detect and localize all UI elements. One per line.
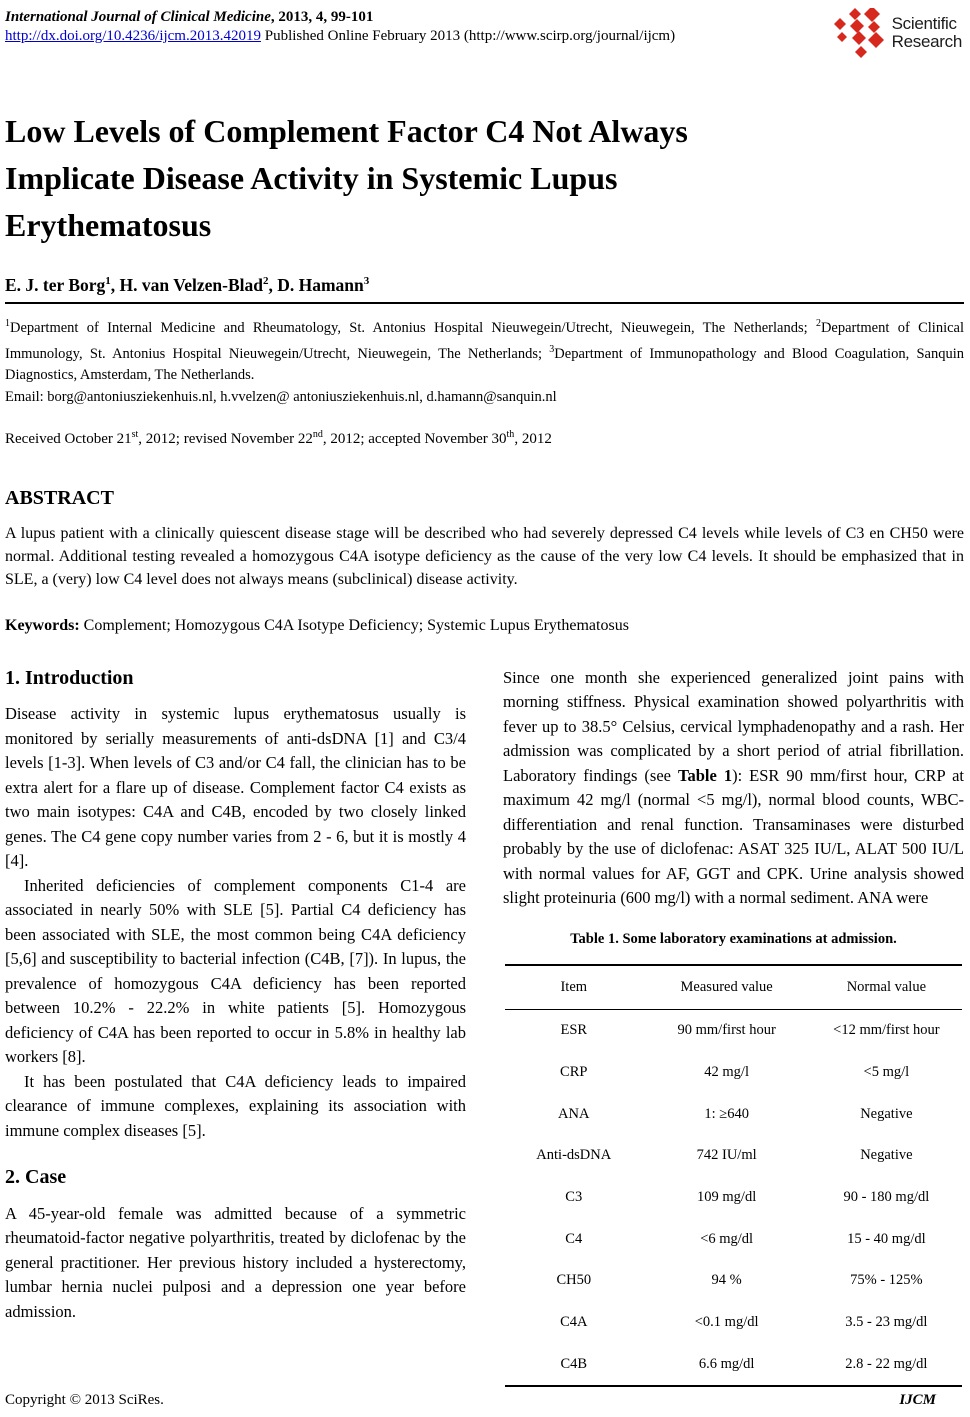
author-1: E. J. ter Borg	[5, 275, 106, 295]
journal-issue: , 2013, 4, 99-101	[270, 9, 374, 25]
cell-normal: 90 - 180 mg/dl	[843, 1189, 930, 1205]
case-p2-pre: Since one month she experienced generalized joint pains with morning stiffness. Physical examination showed polyarthritis with fever up to 38.5° Celsius, cervical lymphadenopathy and a rash. Her admission was complicated by a short period of atrial fibrillation. Laboratory findings (see	[503, 667, 964, 785]
case-p2-table-ref: Table 1	[677, 765, 733, 785]
author-1-sup: 1	[105, 275, 111, 288]
table-row-c4a	[505, 1301, 961, 1343]
page-header	[5, 8, 964, 58]
cell-item: ESR	[560, 1022, 588, 1039]
cell-normal: 3.5 - 23 mg/dl	[845, 1314, 928, 1331]
case-paragraph-1: A 45-year-old female was admitted because of a symmetric rheumatoid-factor negative polyarthritis, treated by diclofenac by the general practitioner. Her previous history included a hysterectomy, lumbar hernia nuclei pulposi and a depression one year before admission.	[5, 1203, 466, 1321]
cell-normal: 15 - 40 mg/dl	[847, 1230, 926, 1247]
author-2: , H. van Velzen-Blad	[110, 275, 263, 295]
keywords-line	[5, 617, 964, 635]
affil-sup-3: 3	[549, 343, 555, 355]
abstract-text: A lupus patient with a clinically quiescent disease stage will be described who had severely depressed C4 levels while levels of C3 en CH50 were normal. Additional testing revealed a homozygous C4A isotype deficiency as the cause of the very low C4 levels. It should be emphasized that in SLE, a (very) low C4 level does not always means (subclinical) disease activity.	[5, 524, 964, 588]
body-columns	[5, 666, 964, 1387]
section-heading-introduction: 1. Introduction	[5, 666, 134, 689]
sr-diamonds-icon	[831, 8, 889, 58]
keywords-label: Keywords:	[5, 616, 80, 634]
col-header-normal: Normal value	[811, 965, 962, 1009]
affil-sup-1: 1	[5, 318, 10, 329]
cell-item: CRP	[560, 1063, 588, 1080]
cell-normal: 75% - 125%	[850, 1272, 923, 1289]
cell-item: Anti-dsDNA	[536, 1147, 612, 1164]
cell-item: C4	[565, 1230, 583, 1247]
journal-citation-line	[5, 8, 675, 27]
footer-copyright: Copyright © 2013 SciRes.	[5, 1392, 164, 1408]
doi-link[interactable]: http://dx.doi.org/10.4236/ijcm.2013.42019	[5, 28, 261, 44]
table-caption: Table 1. Some laboratory examinations at admission.	[570, 930, 897, 947]
affil-sup-2: 2	[815, 318, 821, 329]
cell-measured: <0.1 mg/dl	[694, 1314, 759, 1331]
authors-line	[5, 275, 964, 296]
table-row-c4b	[505, 1343, 961, 1386]
right-column	[503, 666, 964, 1387]
col-header-item: Item	[505, 965, 642, 1009]
received-sup-3: th	[506, 428, 515, 440]
left-column	[5, 666, 466, 1387]
intro-paragraph-2: Inherited deficiencies of complement components C1-4 are associated in nearly 50% with SLE [5]. Partial C4 deficiency has been associated with SLE, the most common being C4A deficiency [5,6] and susceptibility to bacterial infection (C4B, [7]). In lupus, the prevalence of homozygous C4A deficiency has been reported between 10.2% - 22.2% in white patients [5]. Homozygous deficiency of C4A has been reported to occur in 5.8% in healthy lab workers [8].	[5, 875, 466, 1067]
abstract-heading: ABSTRACT	[5, 486, 114, 509]
cell-measured: <6 mg/dl	[700, 1230, 754, 1247]
authors-divider	[5, 302, 964, 304]
scientific-research-logo	[831, 8, 962, 58]
received-3: , 2012; accepted November 30	[322, 430, 507, 447]
author-2-sup: 2	[262, 275, 269, 288]
intro-paragraph-1: Disease activity in systemic lupus erythematosus usually is monitored by serially measurements of anti-dsDNA [1] and C3/4 levels [1-3]. When levels of C3 and/or C4 fall, the clinician has to be extra alert for a flare up of disease. Complement factor C4 exists as two main isotypes: C4A and C4B, encoded by two closely linked genes. The C4 gene copy number varies from 2 - 6, but it is mostly 4 [4].	[5, 704, 466, 871]
cell-item: C4A	[560, 1314, 588, 1331]
footer-journal-abbrev: IJCM	[899, 1392, 936, 1408]
received-1: Received October 21	[5, 430, 132, 447]
affil-3: Department of Immunopathology and Blood Coagulation, Sanquin Diagnostics, Amsterdam, The Netherlands.	[5, 345, 965, 383]
title-line-1: Low Levels of Complement Factor C4 Not Always	[5, 113, 688, 149]
cell-measured: 94 %	[711, 1272, 742, 1289]
table-header-row	[505, 965, 961, 1009]
author-3: , D. Hamann	[268, 275, 364, 295]
received-sup-1: st	[131, 428, 139, 440]
table-row-crp	[505, 1051, 961, 1093]
intro-paragraph-3: It has been postulated that C4A deficiency leads to impaired clearance of immune complexes, explaining its association with immune complex diseases [5].	[5, 1071, 466, 1140]
table-row-c4	[505, 1218, 961, 1260]
logo-wordmark	[892, 15, 962, 51]
cell-measured: 742 IU/ml	[696, 1147, 757, 1164]
email-line: Email: borg@antoniusziekenhuis.nl, h.vvelzen@ antoniusziekenhuis.nl, d.hamann@sanquin.nl	[5, 388, 557, 405]
table-row-ch50	[505, 1260, 961, 1302]
cell-normal: <12 mm/first hour	[833, 1022, 940, 1039]
journal-info	[5, 8, 675, 46]
lab-results-table	[505, 964, 961, 1387]
doi-line	[5, 27, 675, 46]
keywords-text: Complement; Homozygous C4A Isotype Deficiency; Systemic Lupus Erythematosus	[79, 616, 629, 634]
received-sup-2: nd	[312, 428, 323, 440]
title-line-3: Erythematosus	[5, 207, 212, 243]
received-line	[5, 429, 964, 448]
affil-2: Department of Clinical Immunology, St. Antonius Hospital Nieuwegein/Utrecht, Nieuwegein, The Netherlands;	[5, 319, 964, 362]
cell-normal: 2.8 - 22 mg/dl	[845, 1355, 928, 1372]
page-footer	[5, 1392, 964, 1409]
journal-name: International Journal of Clinical Medicine	[5, 9, 271, 25]
cell-item: CH50	[556, 1272, 592, 1289]
paper-title	[5, 108, 964, 249]
cell-measured: 109 mg/dl	[697, 1189, 757, 1205]
cell-measured: 90 mm/first hour	[677, 1022, 776, 1039]
cell-normal: Negative	[860, 1147, 913, 1164]
table-row-ana	[505, 1093, 961, 1135]
col-header-measured: Measured value	[642, 965, 811, 1009]
cell-item: ANA	[558, 1105, 590, 1122]
cell-measured: 42 mg/l	[704, 1063, 749, 1080]
table-row-c3	[505, 1176, 961, 1218]
cell-item: C3	[565, 1189, 583, 1205]
case-p2-post: ): ESR 90 mm/first hour, CRP at maximum 42 mg/l (normal <5 mg/l), normal blood counts, WBC-differentiation and renal function. Transaminases were disturbed probably by the use of diclofenac: ASAT 325 IU/L, ALAT 500 IU/L with normal values for AF, GGT and CPK. Urine analysis showed slight proteinuria (600 mg/l) with a normal sediment. ANA were	[503, 765, 964, 908]
title-line-2: Implicate Disease Activity in Systemic Lupus	[5, 160, 618, 196]
cell-normal: Negative	[860, 1105, 913, 1122]
section-heading-case: 2. Case	[5, 1166, 67, 1189]
case-paragraph-2	[503, 666, 964, 911]
received-4: , 2012	[514, 430, 552, 447]
table-row-antidsdna	[505, 1135, 961, 1177]
published-online-text: Published Online February 2013 (http://www.scirp.org/journal/ijcm)	[260, 28, 676, 44]
author-3-sup: 3	[363, 275, 370, 288]
cell-measured: 6.6 mg/dl	[698, 1355, 755, 1372]
cell-normal: <5 mg/l	[863, 1063, 910, 1080]
affil-1: Department of Internal Medicine and Rheumatology, St. Antonius Hospital Nieuwegein/Utrecht, Nieuwegein, The Netherlands;	[10, 319, 816, 336]
affiliations	[5, 313, 964, 386]
table-row-esr	[505, 1009, 961, 1051]
logo-line2: Research	[891, 32, 962, 51]
received-2: , 2012; revised November 22	[138, 430, 313, 447]
cell-item: C4B	[560, 1355, 588, 1372]
cell-measured: 1: ≥640	[704, 1105, 749, 1122]
logo-line1: Scientific	[891, 14, 957, 33]
